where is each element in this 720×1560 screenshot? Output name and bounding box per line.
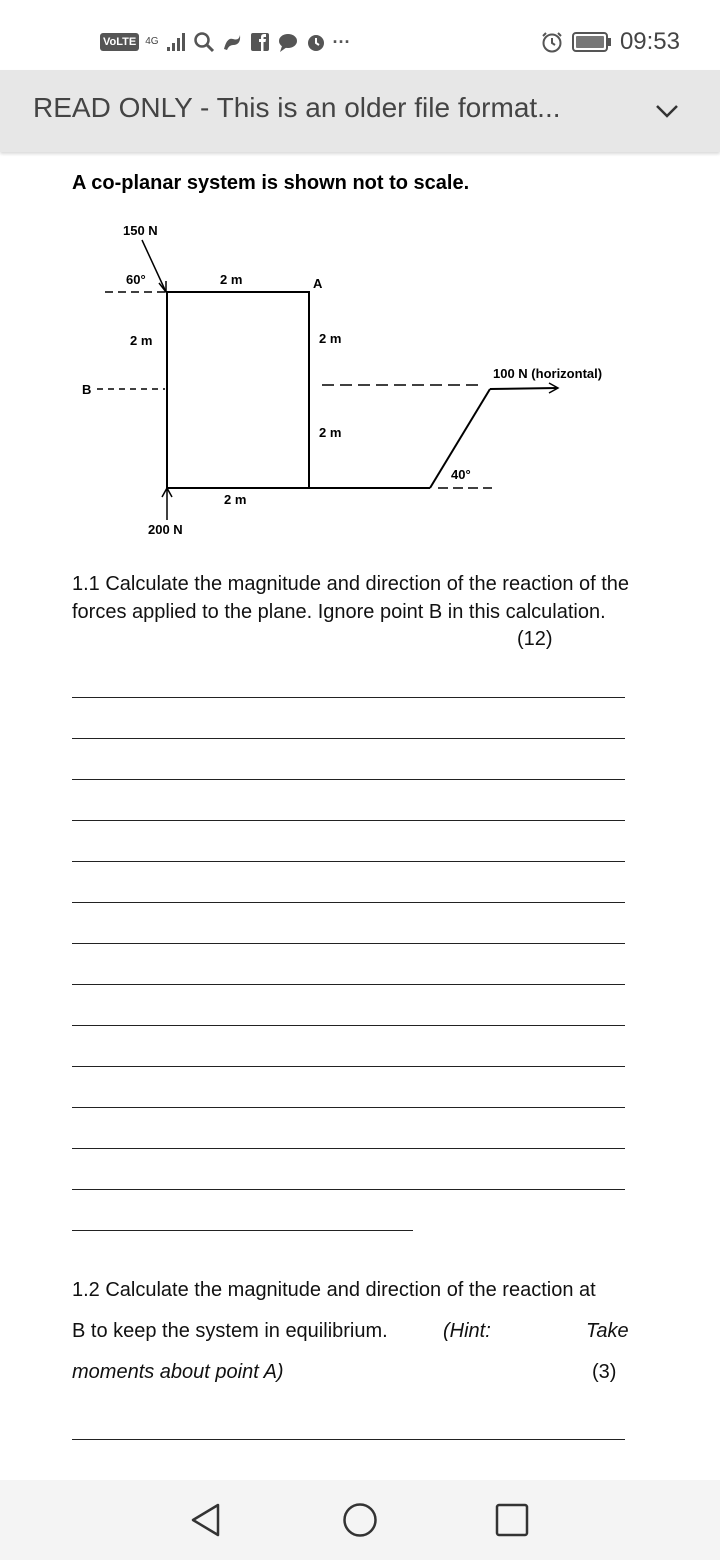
question-1-2-text: B to keep the system in equilibrium. (72, 1320, 388, 1342)
answer-line[interactable] (72, 861, 625, 862)
label-top-width: 2 m (220, 272, 243, 287)
answer-line[interactable] (72, 1230, 413, 1231)
signal-icon (165, 31, 187, 53)
document-page (0, 152, 720, 1482)
status-right (540, 26, 680, 58)
volte-badge: VoLTE (100, 33, 139, 51)
question-1-2-line-2 (72, 1311, 642, 1352)
answer-line[interactable] (72, 1066, 625, 1067)
question-1-2-take: Take (586, 1320, 629, 1342)
network-type: 4G (145, 36, 159, 47)
label-force-150n: 150 N (123, 223, 158, 238)
label-point-b: B (82, 382, 92, 397)
answer-line[interactable] (72, 738, 625, 739)
answer-line[interactable] (72, 1189, 625, 1190)
search-icon (193, 31, 215, 53)
label-right-upper: 2 m (319, 331, 342, 346)
app-notification-icon (221, 31, 243, 53)
alarm-notification-icon (305, 31, 327, 53)
answer-line[interactable] (72, 984, 625, 985)
alarm-icon (540, 30, 564, 54)
status-bar (0, 0, 720, 70)
label-right-lower: 2 m (319, 425, 342, 440)
chevron-down-icon[interactable] (654, 98, 680, 124)
force-arrow-100n (490, 388, 557, 389)
answer-line[interactable] (72, 1107, 625, 1108)
question-1-2-marks: (3) (592, 1361, 617, 1383)
question-1-2-hint-cont: moments about point A) (72, 1361, 284, 1383)
chat-icon (277, 31, 299, 53)
question-1-2-hint: (Hint: (443, 1320, 491, 1342)
question-1-2-line-1: 1.2 Calculate the magnitude and direction of the reaction at (72, 1279, 596, 1301)
force-diagram (0, 212, 720, 552)
answer-line[interactable] (72, 1148, 625, 1149)
label-force-200n: 200 N (148, 522, 183, 537)
answer-line[interactable] (72, 697, 625, 698)
battery-icon (572, 31, 612, 53)
diagram-rectangle (167, 292, 309, 488)
document-heading: A co-planar system is shown not to scale. (72, 172, 470, 194)
label-force-100n: 100 N (horizontal) (493, 366, 603, 381)
question-1-1-marks: (12) (517, 628, 553, 650)
answer-line[interactable] (72, 1439, 625, 1440)
recent-apps-icon[interactable] (494, 1502, 530, 1538)
label-angle-40: 40° (451, 467, 471, 482)
status-left (100, 28, 351, 56)
more-notifications-icon: ··· (332, 32, 351, 52)
answer-line[interactable] (72, 820, 625, 821)
answer-line[interactable] (72, 902, 625, 903)
label-angle-60: 60° (126, 272, 146, 287)
question-1-2 (72, 1270, 642, 1393)
clock: 09:53 (619, 28, 680, 55)
read-only-banner-text: READ ONLY - This is an older file format... (33, 92, 561, 123)
read-only-banner[interactable] (0, 70, 720, 152)
label-left-upper: 2 m (130, 333, 153, 348)
answer-line[interactable] (72, 943, 625, 944)
navigation-bar (0, 1480, 720, 1560)
home-icon[interactable] (342, 1502, 378, 1538)
label-point-a: A (313, 276, 323, 291)
question-1-1: 1.1 Calculate the magnitude and direction of the reaction of the forces applied to the plane. Ignore point B in this calculation. (72, 573, 630, 623)
facebook-icon (249, 31, 271, 53)
back-icon[interactable] (188, 1502, 224, 1538)
label-bottom-width: 2 m (224, 492, 247, 507)
answer-line[interactable] (72, 1025, 625, 1026)
question-1-2-line-3 (72, 1352, 642, 1393)
answer-line[interactable] (72, 779, 625, 780)
